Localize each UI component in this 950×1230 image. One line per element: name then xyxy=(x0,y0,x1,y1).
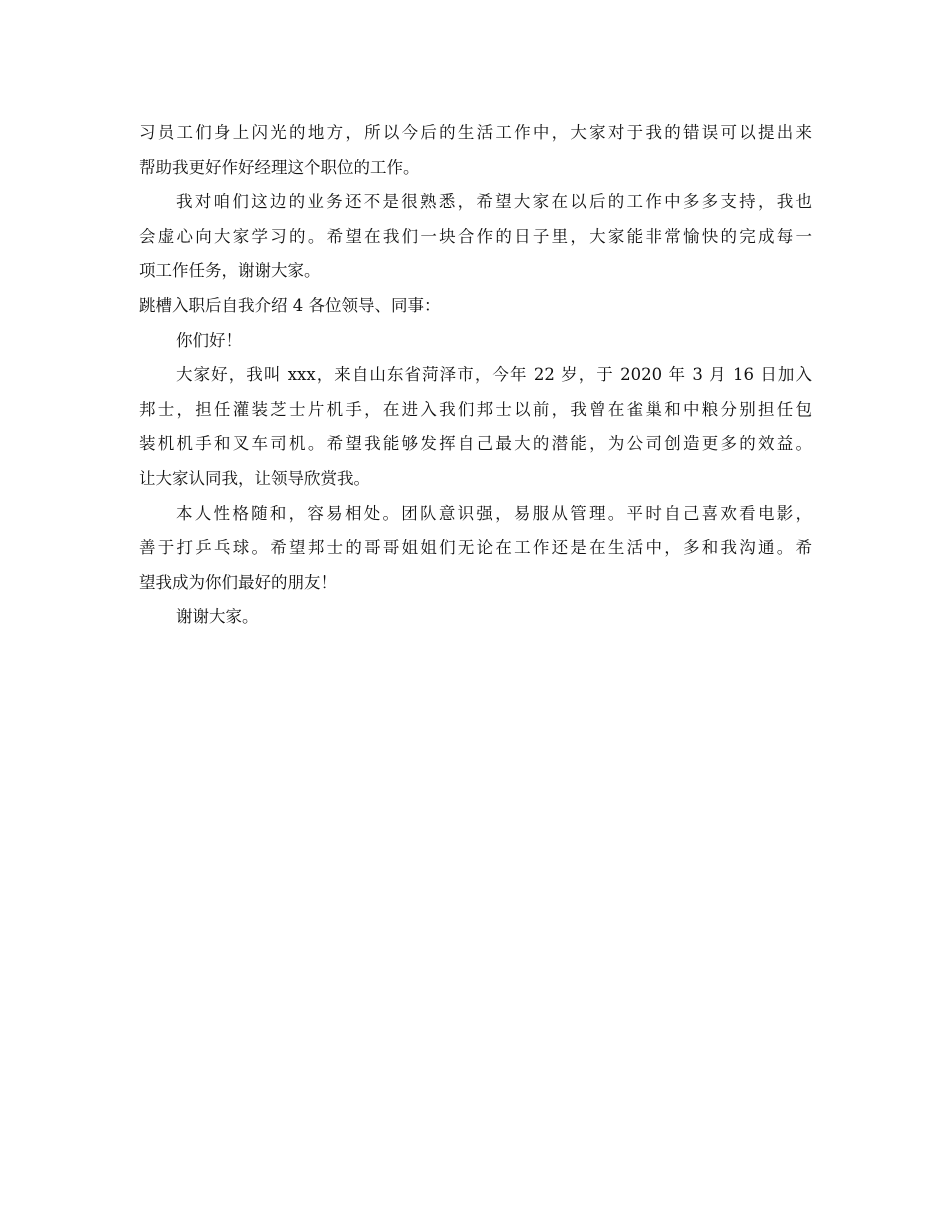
text-line: 帮助我更好作好经理这个职位的工作。 xyxy=(139,157,420,177)
text-line: 本人性格随和，容易相处。团队意识强，易服从管理。平时自己喜欢看电影， xyxy=(176,503,812,523)
text-line: 装机机手和叉车司机。希望我能够发挥自己最大的潜能，为公司创造更多的效益。 xyxy=(139,434,812,454)
text-line: 让大家认同我，让领导欣赏我。 xyxy=(139,468,370,488)
text-line: 善于打乒乓球。希望邦士的哥哥姐姐们无论在工作还是在生活中，多和我沟通。希 xyxy=(139,538,812,558)
document-body xyxy=(139,116,812,635)
text-line: 项工作任务，谢谢大家。 xyxy=(139,261,321,281)
text-line: 邦士，担任灌装芝士片机手，在进入我们邦士以前，我曾在雀巢和中粮分别担任包 xyxy=(139,399,812,419)
greeting-line: 你们好！ xyxy=(176,330,242,350)
text-line: 望我成为你们最好的朋友！ xyxy=(139,572,337,592)
closing-line: 谢谢大家。 xyxy=(176,607,259,627)
text-line: 大家好，我叫 xxx，来自山东省菏泽市，今年 22 岁，于 2020 年 3 月 16 日加入 xyxy=(176,365,812,385)
text-line: 习员工们身上闪光的地方，所以今后的生活工作中，大家对于我的错误可以提出来 xyxy=(139,123,812,142)
section-heading: 跳槽入职后自我介绍 4 各位领导、同事： xyxy=(139,295,441,315)
text-line: 我对咱们这边的业务还不是很熟悉，希望大家在以后的工作中多多支持，我也 xyxy=(176,192,812,212)
text-line: 会虚心向大家学习的。希望在我们一块合作的日子里，大家能非常愉快的完成每一 xyxy=(139,226,812,246)
